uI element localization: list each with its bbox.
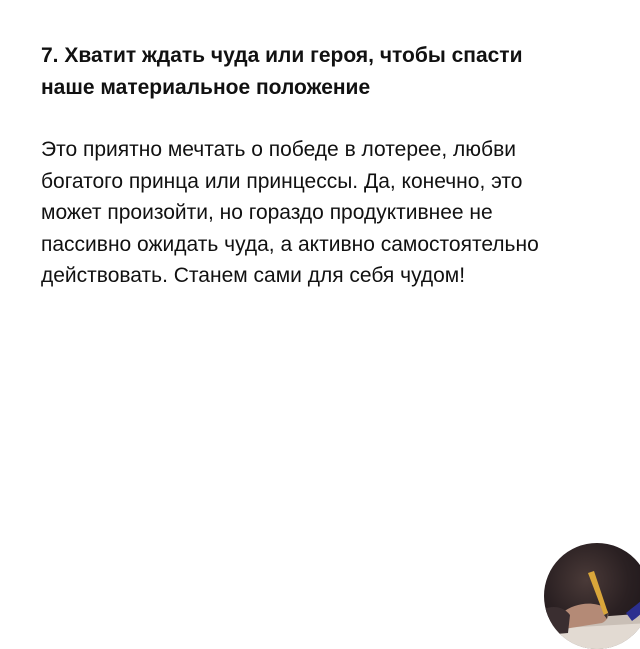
avatar[interactable] bbox=[544, 543, 640, 649]
section-heading: 7. Хватит ждать чуда или героя, чтобы спасти наше материальное положение bbox=[41, 44, 523, 99]
body-paragraph: Это приятно мечтать о победе в лотерее, любви богатого принца или принцессы. Да, конечно, это может произойти, но гораздо продуктивнее не пассивно ожидать чуда, а активно самостоятельно действовать. Станем сами для себя чудом! bbox=[41, 138, 539, 287]
writing-hand-photo-icon bbox=[544, 543, 640, 649]
